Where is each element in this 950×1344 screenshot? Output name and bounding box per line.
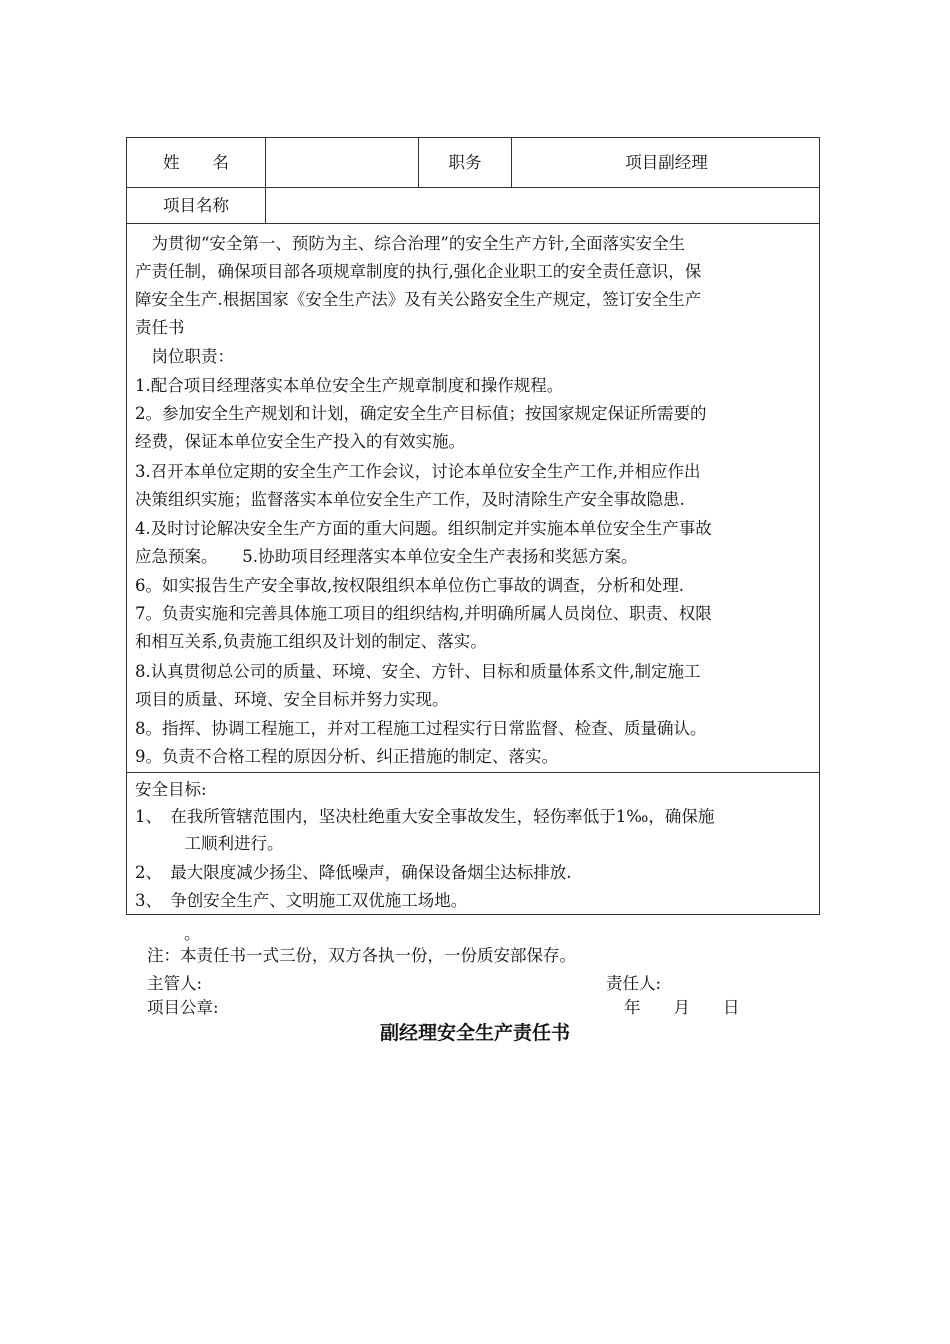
text-line: 2。参加安全生产规划和计划，确定安全生产目标值；按国家规定保证所需要的: [135, 404, 707, 423]
responsibility-table: [126, 137, 820, 915]
stray-period: 。: [184, 924, 201, 943]
text-line: 经费，保证本单位安全生产投入的有效实施。: [135, 432, 465, 451]
text-line: 岗位职责：: [135, 347, 234, 366]
text-line: 项目的质量、环境、安全目标并努力实现。: [135, 690, 449, 709]
goal-item: 3、 争创安全生产、文明施工双优施工场地。: [135, 891, 468, 910]
text-line: 责任书: [135, 318, 185, 337]
goal-item: 1、 在我所管辖范围内，坚决杜绝重大安全事故发生，轻伤率低于1‰，确保施: [135, 807, 715, 826]
text-line: 9。负责不合格工程的原因分析、纠正措施的制定、落实。: [135, 747, 558, 766]
name-label: 姓 名: [163, 153, 229, 172]
goals-heading: 安全目标:: [135, 780, 207, 799]
text-line: 6。如实报告生产安全事故,按权限组织本单位伤亡事故的调查，分析和处理.: [135, 576, 684, 595]
row-divider: [127, 223, 819, 224]
document-title: 副经理安全生产责任书: [379, 1022, 570, 1044]
text-line: 应急预案。 5.协助项目经理落实本单位安全生产表扬和奖惩方案。: [135, 547, 638, 566]
text-line: 4.及时讨论解决安全生产方面的重大问题。组织制定并实施本单位安全生产事故: [135, 519, 712, 538]
note-text: 注：本责任书一式三份，双方各执一份，一份质安部保存。: [147, 946, 576, 965]
column-divider: [265, 138, 266, 223]
supervisor-label: 主管人:: [147, 974, 203, 993]
position-value: 项目副经理: [625, 153, 708, 172]
text-line: 3.召开本单位定期的安全生产工作会议，讨论本单位安全生产工作,并相应作出: [135, 462, 701, 481]
row-divider: [127, 772, 819, 773]
text-line: 1.配合项目经理落实本单位安全生产规章制度和操作规程。: [135, 376, 564, 395]
responsible-person-label: 责任人:: [606, 974, 662, 993]
text-line: 8。指挥、协调工程施工，并对工程施工过程实行日常监督、检查、质量确认。: [135, 719, 707, 738]
text-line: 决策组织实施；监督落实本单位安全生产工作，及时清除生产安全事故隐患.: [135, 490, 685, 509]
text-line: 和相互关系,负责施工组织及计划的制定、落实。: [135, 632, 487, 651]
goal-item-continued: 工顺利进行。: [135, 834, 284, 853]
date-line: 年 月 日: [624, 998, 740, 1017]
position-label: 职务: [448, 153, 482, 172]
project-name-label: 项目名称: [163, 196, 229, 215]
row-divider: [127, 187, 819, 188]
text-line: 8.认真贯彻总公司的质量、环境、安全、方针、目标和质量体系文件,制定施工: [135, 662, 701, 681]
goal-item: 2、 最大限度减少扬尘、降低噪声，确保设备烟尘达标排放.: [135, 863, 572, 882]
text-line: 为贯彻“安全第一、预防为主、综合治理”的安全生产方针,全面落实安全生: [135, 234, 686, 253]
text-line: 7。负责实施和完善具体施工项目的组织结构,并明确所属人员岗位、职责、权限: [135, 604, 712, 623]
text-line: 产责任制，确保项目部各项规章制度的执行,强化企业职工的安全责任意识，保: [135, 262, 702, 281]
project-seal-label: 项目公章:: [147, 998, 219, 1017]
text-line: 障安全生产.根据国家《安全生产法》及有关公路安全生产规定，签订安全生产: [135, 290, 702, 309]
